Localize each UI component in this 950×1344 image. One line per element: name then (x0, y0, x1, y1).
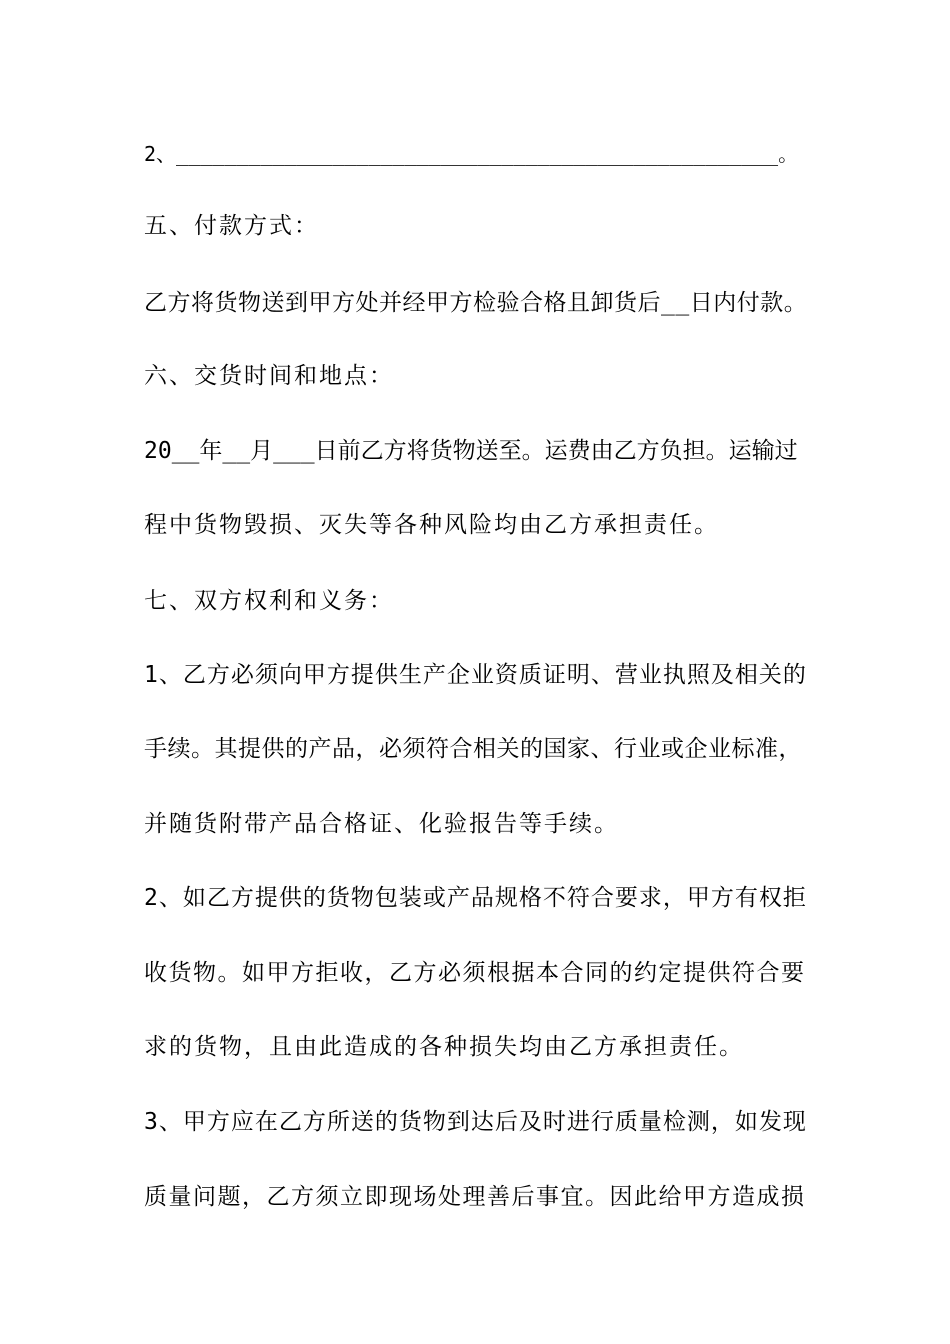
section-7-heading: 七、双方权利和义务： (144, 588, 394, 614)
section-6-heading: 六、交货时间和地点： (144, 363, 394, 389)
obligation-3-line-1: 3、甲方应在乙方所送的货物到达后及时进行质量检测，如发现 (144, 1109, 807, 1135)
delivery-text-line-1: 20__年__月___日前乙方将货物送至。运费由乙方负担。运输过 (144, 438, 798, 464)
clause-2-blank-line: 2、__________________________________________________。 (144, 142, 799, 166)
section-5-heading: 五、付款方式： (144, 213, 319, 239)
obligation-2-line-3: 求的货物，且由此造成的各种损失均由乙方承担责任。 (144, 1034, 744, 1060)
obligation-1-line-2: 手续。其提供的产品，必须符合相关的国家、行业或企业标准， (144, 736, 802, 762)
delivery-text-line-2: 程中货物毁损、灭失等各种风险均由乙方承担责任。 (144, 512, 719, 538)
obligation-2-line-2: 收货物。如甲方拒收，乙方必须根据本合同的约定提供符合要 (144, 960, 806, 986)
obligation-1-line-3: 并随货附带产品合格证、化验报告等手续。 (144, 811, 619, 837)
obligation-1-line-1: 1、乙方必须向甲方提供生产企业资质证明、营业执照及相关的 (144, 662, 807, 688)
obligation-2-line-1: 2、如乙方提供的货物包装或产品规格不符合要求，甲方有权拒 (144, 885, 807, 911)
obligation-3-line-2: 质量问题，乙方须立即现场处理善后事宜。因此给甲方造成损 (144, 1184, 806, 1210)
payment-text: 乙方将货物送到甲方处并经甲方检验合格且卸货后__日内付款。 (144, 290, 808, 316)
